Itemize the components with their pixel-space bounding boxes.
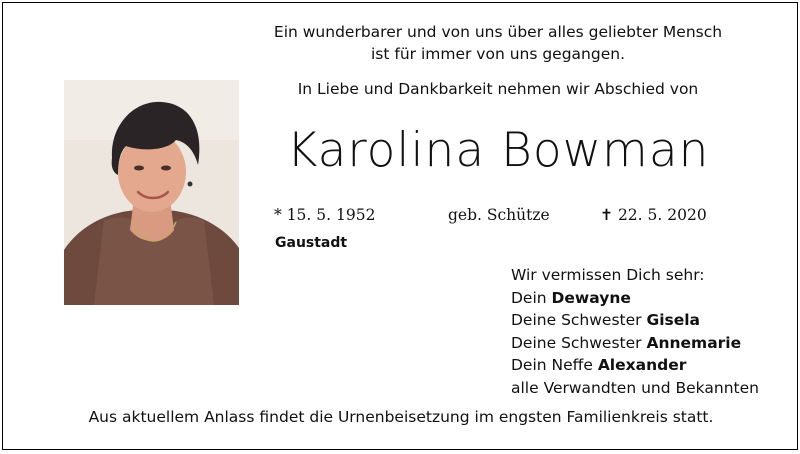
death-date: 22. 5. 2020 — [617, 206, 707, 224]
maiden-name: geb. Schütze — [448, 206, 550, 224]
deceased-name: Karolina Bowman — [286, 123, 710, 178]
intro-line-3: In Liebe und Dankbarkeit nehmen wir Abschied von — [297, 80, 699, 98]
mourners-intro: Wir vermissen Dich sehr: — [511, 266, 705, 284]
mourner-item: Deine Schwester Annemarie — [511, 333, 742, 352]
intro-line-1: Ein wunderbarer und von uns über alles geliebter Mensch — [273, 23, 723, 41]
mourner-item: Dein Dewayne — [511, 288, 631, 307]
obituary-card — [2, 2, 798, 450]
portrait-photo — [64, 80, 239, 305]
mourner-item: Deine Schwester Gisela — [511, 311, 701, 329]
birth-date: 15. 5. 1952 — [286, 206, 376, 224]
mourner-name: Dewayne — [551, 288, 631, 307]
mourner-name: Alexander — [597, 356, 687, 374]
portrait-illustration — [64, 80, 239, 305]
death-info — [600, 206, 707, 224]
intro-line-2: ist für immer von uns gegangen. — [370, 45, 626, 63]
footer-note: Aus aktuellem Anlass findet die Urnenbeisetzung im engsten Familienkreis statt. — [88, 408, 714, 426]
cross-icon: ✝ — [600, 206, 613, 224]
mourner-item: Dein Neffe Alexander — [511, 356, 687, 374]
intro-text — [253, 21, 743, 65]
place-name: Gaustadt — [275, 235, 348, 251]
mourners-list — [511, 264, 759, 399]
mourner-name: Annemarie — [646, 333, 742, 352]
birth-symbol: * — [274, 206, 282, 224]
mourner-name: Gisela — [646, 311, 701, 329]
birth-info — [274, 206, 375, 224]
mourners-closing: alle Verwandten und Bekannten — [511, 378, 759, 397]
